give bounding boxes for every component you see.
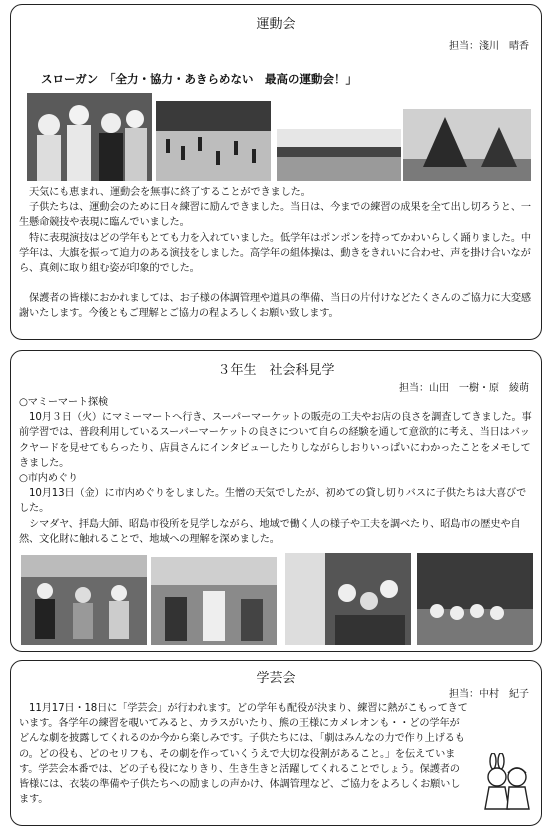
photo-children-cheering [27,93,152,181]
paragraph: ○市内めぐり [19,473,78,485]
photo-temple-visit [285,553,411,645]
arts-festival-section [10,660,542,826]
paragraph: 11月17日・18日に「学芸会」が行われます。どの学年も配役が決まり、練習に熱がこもってきています。各学年の練習を覗いてみると、カラスがいたり、熊の王様にカメレオンも・・どの学年がどんな劇を披露してくれるのか今から楽しみです。子供たちには、「劇はみんなの力で作り上げるもの。どの役も、どのセリフも、その劇を作っていくうえで大切な役割があること。」を伝えています。学芸会本番では、どの子も役になりきり、生き生きと活躍してくれることでしょう。保護者の皆様には、衣装の準備や子供たちへの励ましの声かけ、体調管理など、ご協力をよろしくお願いします。 [19,703,468,806]
paragraph: ○マミーマート探検 [19,397,109,408]
photo-school-ground [277,129,401,181]
author-credit: 担当：淺川 晴香 [449,41,529,52]
illustration-children-costumes [477,753,533,817]
field-trip-section [10,350,542,652]
report-body [19,185,533,322]
photo-human-pyramid [403,109,531,181]
photo-dance-field [156,101,271,181]
section-title: 学芸会 [256,671,296,686]
paragraph [19,276,533,291]
section-title: ３年生 社会科見学 [217,363,335,378]
photo-supermarket [21,555,147,645]
paragraph: 10月３日（火）にマミーマートへ行き、スーパーマーケットの販売の工夫やお店の良さを調査してきました。事前学習では、普段利用しているスーパーマーケットの良さについて自らの経験を通して意欲的に考え、当日はバックヤードを見せてもらったり、店員さんにインタビューしたりしながらしおりいっぱいにわかったことをメモしてきました。 [19,412,532,469]
paragraph: 特に表現演技はどの学年もとても力を入れていました。低学年はポンポンを持ってかわいらしく踊りました。中学年は、大旗を振って迫力のある演技をしました。高学年の組体操は、動きをきれいに合わせ、声を掛け合いながら、真剣に取り組む姿が印象的でした。 [19,232,531,275]
section-title: 運動会 [256,17,296,32]
slogan: スローガン 「全力・協力・あきらめない 最高の運動会！」 [41,72,358,86]
paragraph: 天気にも恵まれ、運動会を無事に終了することができました。 [19,187,311,198]
paragraph: シマダヤ、拝島大師、昭島市役所を見学しながら、地域で働く人の様子や工夫を調べたり、昭島市の歴史や自然、文化財に触れることで、地域への理解を深めました。 [19,518,521,545]
sports-day-section [10,4,542,340]
photo-shop-interior [151,557,277,645]
report-body [19,701,469,807]
photo-city-hall [417,553,533,645]
author-credit: 担当：中村 紀子 [449,689,529,700]
paragraph: 保護者の皆様におかれましては、お子様の体調管理や道具の準備、当日の片付けなどたくさんのご協力に大変感謝いたします。今後ともご理解とご協力の程よろしくお願い致します。 [19,293,531,320]
paragraph: 10月13日（金）に市内めぐりをしました。生憎の天気でしたが、初めての貸し切りバスに子供たちは大喜びでした。 [19,488,527,515]
author-credit: 担当：山田 一樹・原 綾萌 [399,383,529,394]
paragraph: 子供たちは、運動会のために日々練習に励んできました。当日は、今までの練習の成果を全て出し切ろうと、一生懸命競技や表現に臨んでいました。 [19,202,531,229]
report-body [19,395,533,547]
